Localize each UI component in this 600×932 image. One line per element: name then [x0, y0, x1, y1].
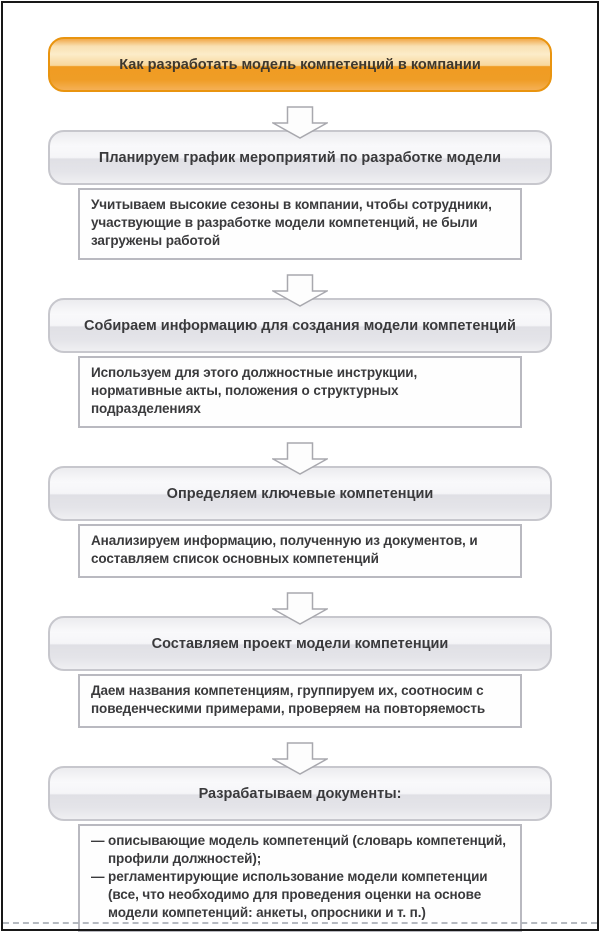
- step-detail-text: Анализируем информацию, полученную из документов, и составляем список основных компетенций: [91, 533, 478, 566]
- doc-list-item: — описывающие модель компетенций (словарь компетенций, профили должностей);: [91, 833, 506, 866]
- step-section: [0, 442, 600, 578]
- step-title-label: Планируем график мероприятий по разработке модели: [98, 149, 502, 166]
- flow-title-banner: [48, 37, 552, 92]
- step-section: [0, 742, 600, 932]
- step-title-label: Разрабатываем документы:: [198, 785, 402, 802]
- step-detail-box: [78, 824, 522, 932]
- step-title-label: Составляем проект модели компетенции: [151, 635, 449, 652]
- down-arrow-icon: [272, 106, 328, 139]
- down-arrow-icon: [272, 442, 328, 475]
- step-title-label: Собираем информацию для создания модели компетенций: [84, 317, 516, 334]
- doc-list-item: — регламентирующие использование модели компетенции (все, что необходимо для проведения оценки на основе модели компетенций: анкеты, опросники и т. п.): [91, 869, 488, 920]
- flow-title-label: Как разработать модель компетенций в компании: [119, 56, 481, 73]
- step-detail-text: Учитываем высокие сезоны в компании, чтобы сотрудники, участвующие в разработке модели компетенций, не были загружены работой: [91, 197, 492, 248]
- step-detail-box: [78, 674, 522, 728]
- down-arrow-icon: [272, 274, 328, 307]
- step-detail-box: [78, 524, 522, 578]
- step-section: [0, 106, 600, 260]
- down-arrow-icon: [272, 592, 328, 625]
- step-section: [0, 592, 600, 728]
- step-section: [0, 274, 600, 428]
- step-detail-text: Даем названия компетенциям, группируем их, соотносим с поведенческими примерами, проверяем на повторяемость: [91, 683, 486, 716]
- bottom-hatch-line: [3, 922, 597, 924]
- step-detail-box: [78, 356, 522, 428]
- down-arrow-icon: [272, 742, 328, 775]
- step-detail-text: Используем для этого должностные инструкции, нормативные акты, положения о структурных подразделениях: [91, 365, 418, 416]
- step-detail-box: [78, 188, 522, 260]
- step-title-label: Определяем ключевые компетенции: [166, 485, 434, 502]
